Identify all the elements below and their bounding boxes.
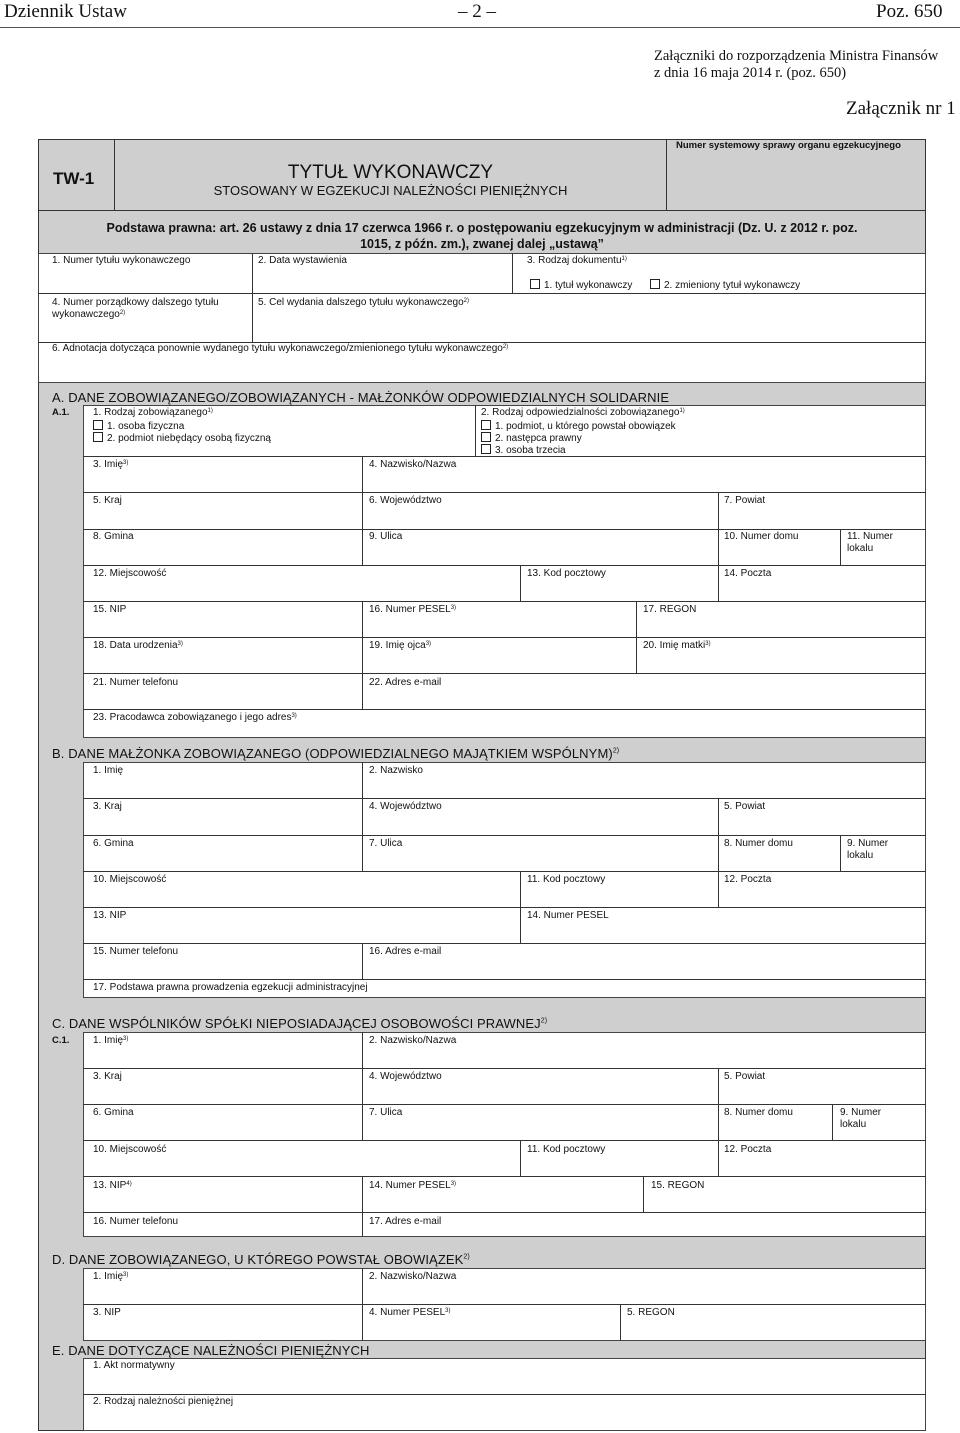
- field-label: 1. Imię: [93, 1035, 124, 1046]
- field-label: 16. Numer PESEL: [369, 604, 451, 615]
- b-commune[interactable]: 6. Gmina: [93, 838, 134, 849]
- c-pesel[interactable]: [369, 1180, 456, 1192]
- liability-label: 2. Rodzaj odpowiedzialności zobowiązanego: [481, 407, 680, 418]
- divider: [83, 871, 926, 872]
- footnote-ref: 3): [705, 641, 711, 647]
- b-postal-code[interactable]: 11. Kod pocztowy: [527, 874, 606, 885]
- label-line: 9. Numer: [847, 838, 889, 849]
- b-pesel[interactable]: 14. Numer PESEL: [527, 910, 609, 921]
- divider: [832, 1104, 833, 1140]
- a-liability-type: [481, 407, 685, 419]
- divider: [362, 1212, 363, 1237]
- label-line: wykonawczego: [52, 309, 120, 320]
- field-sequence-number[interactable]: [52, 297, 219, 321]
- a-locality[interactable]: 12. Miejscowość: [93, 568, 167, 579]
- c-postal-code[interactable]: 11. Kod pocztowy: [527, 1144, 606, 1155]
- footnote-ref: 2): [119, 310, 126, 316]
- divider: [83, 1104, 926, 1105]
- divider: [636, 601, 637, 637]
- footnote-ref: 2): [502, 344, 509, 350]
- d-last-name[interactable]: 2. Nazwisko/Nazwa: [369, 1271, 457, 1282]
- c-house-number[interactable]: 8. Numer domu: [724, 1107, 793, 1118]
- document-type-label: 3. Rodzaj dokumentu: [527, 255, 622, 266]
- divider: [83, 1068, 926, 1069]
- divider: [362, 529, 363, 565]
- legal-basis-line-1: Podstawa prawna: art. 26 ustawy z dnia 17 czerwca 1966 r. o postępowaniu egzekucyjnym w administracji (Dz. U. z 2012 r. poz.: [106, 221, 858, 235]
- row-id-c1: C.1.: [52, 1035, 70, 1046]
- label-line: lokalu: [847, 850, 874, 861]
- divider: [520, 565, 521, 601]
- row-id-a1: A.1.: [52, 407, 70, 418]
- divider: [718, 492, 719, 529]
- d-pesel[interactable]: [369, 1307, 451, 1319]
- d-first-name[interactable]: [93, 1271, 128, 1283]
- a-regon[interactable]: 17. REGON: [643, 604, 697, 615]
- section-e-title: E. DANE DOTYCZĄCE NALEŻNOŚCI PIENIĘŻNYCH: [52, 1343, 370, 1358]
- divider: [83, 1212, 926, 1213]
- section-c-title: [52, 1016, 547, 1031]
- divider: [718, 798, 719, 835]
- label-line: lokalu: [840, 1119, 867, 1130]
- footnote-ref: 3): [450, 605, 457, 611]
- divider: [83, 1394, 926, 1395]
- a-mother-name[interactable]: [643, 640, 711, 652]
- footnote-ref: 1): [679, 408, 685, 414]
- b-nip[interactable]: 13. NIP: [93, 910, 127, 921]
- section-c-block: [83, 1032, 926, 1237]
- a-postal-code[interactable]: 13. Kod pocztowy: [527, 568, 606, 579]
- a-liability-third-party[interactable]: [481, 444, 566, 457]
- divider: [83, 565, 926, 566]
- divider: [83, 709, 926, 710]
- divider: [718, 565, 719, 601]
- footnote-ref: 3): [291, 713, 297, 719]
- a-county[interactable]: 7. Powiat: [724, 495, 766, 506]
- footnote-ref: 3): [123, 1272, 129, 1278]
- field-label: 4. Numer PESEL: [369, 1307, 446, 1318]
- divider: [718, 871, 719, 907]
- divider: [83, 1140, 926, 1141]
- form-code: TW-1: [53, 169, 95, 188]
- c-post-office[interactable]: 12. Poczta: [724, 1144, 772, 1155]
- a-first-name[interactable]: [93, 459, 128, 471]
- footnote-ref: 3): [425, 641, 432, 647]
- footnote-ref: 1): [207, 408, 213, 414]
- b-apartment-number[interactable]: [847, 838, 888, 862]
- option-label: 1. tytuł wykonawczy: [544, 280, 633, 291]
- b-street[interactable]: 7. Ulica: [369, 838, 403, 849]
- divider: [620, 1304, 621, 1341]
- footnote-ref: 2): [463, 1253, 470, 1261]
- divider: [840, 835, 841, 871]
- divider: [362, 762, 363, 798]
- checkbox[interactable]: [93, 420, 103, 430]
- field-title-number[interactable]: 1. Numer tytułu wykonawczego: [52, 255, 191, 266]
- footnote-ref: 2): [612, 747, 620, 755]
- c-street[interactable]: 7. Ulica: [369, 1107, 403, 1118]
- b-last-name[interactable]: 2. Nazwisko: [369, 765, 423, 776]
- footnote-ref: 3): [450, 1181, 457, 1187]
- section-b-title-text: B. DANE MAŁŻONKA ZOBOWIĄZANEGO (ODPOWIEDZIALNEGO MAJĄTKIEM WSPÓLNYM): [52, 746, 613, 761]
- footnote-ref: 2): [463, 298, 470, 304]
- case-number-label: Numer systemowy sprawy organu egzekucyjnego: [676, 140, 901, 151]
- c-locality[interactable]: 10. Miejscowość: [93, 1144, 167, 1155]
- footnote-ref: 3): [177, 641, 183, 647]
- divider: [83, 979, 926, 980]
- divider: [718, 529, 719, 565]
- divider: [718, 1140, 719, 1176]
- legal-basis: [38, 220, 926, 252]
- field-label: 18. Data urodzenia: [93, 640, 178, 651]
- section-d-title: [52, 1252, 470, 1267]
- e-legal-act[interactable]: 1. Akt normatywny: [93, 1360, 175, 1371]
- a-phone[interactable]: 21. Numer telefonu: [93, 677, 179, 688]
- field-label: 13. NIP: [93, 1180, 127, 1191]
- a-father-name[interactable]: [369, 640, 431, 652]
- a-obligor-type: [93, 407, 213, 419]
- divider: [83, 637, 926, 638]
- divider: [643, 1176, 644, 1212]
- c-apartment-number[interactable]: [840, 1107, 881, 1131]
- field-label: 14. Numer PESEL: [369, 1180, 451, 1191]
- legal-basis-line-2: 1015, z późn. zm.), zwanej dalej „ustawą”: [360, 237, 604, 251]
- divider: [83, 673, 926, 674]
- type-label: 1. Rodzaj zobowiązanego: [93, 407, 208, 418]
- c-phone[interactable]: 16. Numer telefonu: [93, 1216, 179, 1227]
- a-employer[interactable]: [93, 712, 297, 724]
- footnote-ref: 3): [445, 1308, 451, 1314]
- e-receivable-type[interactable]: 2. Rodzaj należności pieniężnej: [93, 1396, 234, 1407]
- b-locality[interactable]: 10. Miejscowość: [93, 874, 167, 885]
- label-line: 4. Numer porządkowy dalszego tytułu: [52, 297, 219, 308]
- divider: [362, 1268, 363, 1304]
- annotation-label: 6. Adnotacja dotycząca ponownie wydanego tytułu wykonawczego/zmienionego tytułu wykonawczego: [52, 343, 503, 354]
- b-phone[interactable]: 15. Numer telefonu: [93, 946, 179, 957]
- footnote-ref: 3): [123, 1036, 129, 1042]
- divider: [718, 1104, 719, 1140]
- b-house-number[interactable]: 8. Numer domu: [724, 838, 793, 849]
- c-last-name[interactable]: 2. Nazwisko/Nazwa: [369, 1035, 457, 1046]
- divider: [362, 492, 363, 529]
- b-county[interactable]: 5. Powiat: [724, 801, 766, 812]
- checkbox[interactable]: [481, 432, 491, 442]
- a-type-entity[interactable]: [93, 432, 271, 445]
- divider: [83, 907, 926, 908]
- section-d-title-text: D. DANE ZOBOWIĄZANEGO, U KTÓREGO POWSTAŁ OBOWIĄZEK: [52, 1252, 464, 1267]
- b-country[interactable]: 3. Kraj: [93, 801, 122, 812]
- divider: [83, 1304, 926, 1305]
- option-label: 1. podmiot, u którego powstał obowiązek: [495, 421, 676, 432]
- option-label: 2. zmieniony tytuł wykonawczy: [664, 280, 801, 291]
- field-purpose[interactable]: [258, 297, 469, 309]
- divider: [520, 1140, 521, 1176]
- divider: [718, 1068, 719, 1104]
- a-commune[interactable]: 8. Gmina: [93, 531, 134, 542]
- a-house-number[interactable]: 10. Numer domu: [724, 531, 799, 542]
- c-commune[interactable]: 6. Gmina: [93, 1107, 134, 1118]
- divider: [362, 456, 363, 492]
- c-country[interactable]: 3. Kraj: [93, 1071, 122, 1082]
- field-label: 20. Imię matki: [643, 640, 706, 651]
- a-email[interactable]: 22. Adres e-mail: [369, 677, 442, 688]
- divider: [362, 1032, 363, 1068]
- field-issue-date[interactable]: 2. Data wystawienia: [258, 255, 347, 266]
- a-birth-date[interactable]: [93, 640, 183, 652]
- divider: [362, 1068, 363, 1104]
- c-voivodeship[interactable]: 4. Województwo: [369, 1071, 442, 1082]
- field-annotation[interactable]: [52, 343, 508, 355]
- c-regon[interactable]: 15. REGON: [651, 1180, 705, 1191]
- option-label: 2. podmiot niebędący osobą fizyczną: [107, 433, 271, 444]
- divider: [362, 1176, 363, 1212]
- divider: [83, 798, 926, 799]
- field-label: 1. Imię: [93, 1271, 124, 1282]
- divider: [83, 1176, 926, 1177]
- divider: [83, 601, 926, 602]
- section-c-title-text: C. DANE WSPÓLNIKÓW SPÓŁKI NIEPOSIADAJĄCEJ OSOBOWOŚCI PRAWNEJ: [52, 1016, 541, 1031]
- journal-name: Dziennik Ustaw: [4, 1, 127, 22]
- divider: [362, 835, 363, 871]
- field-label: 23. Pracodawca zobowiązanego i jego adres: [93, 712, 292, 723]
- c-email[interactable]: 17. Adres e-mail: [369, 1216, 442, 1227]
- divider: [362, 943, 363, 979]
- divider: [362, 673, 363, 709]
- d-regon[interactable]: 5. REGON: [627, 1307, 675, 1318]
- footnote-ref: 2): [540, 1017, 548, 1025]
- b-email[interactable]: 16. Adres e-mail: [369, 946, 442, 957]
- header-rule: [0, 27, 960, 28]
- a-country[interactable]: 5. Kraj: [93, 495, 122, 506]
- b-post-office[interactable]: 12. Poczta: [724, 874, 772, 885]
- checkbox[interactable]: [481, 420, 491, 430]
- label-line: 11. Numer: [847, 531, 893, 542]
- divider: [636, 637, 637, 673]
- divider: [512, 253, 513, 293]
- field-label: 19. Imię ojca: [369, 640, 426, 651]
- divider: [475, 405, 476, 456]
- divider: [362, 601, 363, 637]
- option-label: 2. następca prawny: [495, 433, 582, 444]
- divider: [362, 1304, 363, 1341]
- a-pesel[interactable]: [369, 604, 456, 616]
- b-voivodeship[interactable]: 4. Województwo: [369, 801, 442, 812]
- annex-number: Załącznik nr 1: [846, 98, 956, 119]
- footnote-ref: 4): [126, 1181, 132, 1187]
- checkbox[interactable]: [93, 432, 103, 442]
- a-voivodeship[interactable]: 6. Województwo: [369, 495, 442, 506]
- divider: [520, 907, 521, 943]
- b-legal-basis[interactable]: 17. Podstawa prawna prowadzenia egzekucji administracyjnej: [93, 982, 368, 993]
- divider: [840, 529, 841, 565]
- divider: [38, 293, 926, 294]
- label-line: 9. Numer: [840, 1107, 882, 1118]
- a-apartment-number[interactable]: [847, 531, 893, 555]
- c-nip[interactable]: [93, 1180, 132, 1192]
- option-changed-title[interactable]: [650, 279, 800, 292]
- a-last-name[interactable]: 4. Nazwisko/Nazwa: [369, 459, 457, 470]
- page-number: – 2 –: [458, 1, 496, 22]
- annex-note: [654, 48, 938, 82]
- section-b-title: [52, 746, 619, 761]
- divider: [83, 529, 926, 530]
- c-first-name[interactable]: [93, 1035, 128, 1047]
- divider: [83, 835, 926, 836]
- divider: [362, 1104, 363, 1140]
- annex-line-1: Załączniki do rozporządzenia Ministra Finansów: [654, 48, 939, 64]
- option-title[interactable]: [530, 279, 632, 292]
- divider: [362, 637, 363, 673]
- c-county[interactable]: 5. Powiat: [724, 1071, 766, 1082]
- form-subtitle: STOSOWANY W EGZEKUCJI NALEŻNOŚCI PIENIĘŻNYCH: [213, 183, 568, 198]
- b-first-name[interactable]: 1. Imię: [93, 765, 124, 776]
- checkbox[interactable]: [650, 279, 660, 289]
- option-label: 3. osoba trzecia: [495, 445, 566, 456]
- d-nip[interactable]: 3. NIP: [93, 1307, 121, 1318]
- field-label: 3. Imię: [93, 459, 124, 470]
- checkbox[interactable]: [530, 279, 540, 289]
- divider: [520, 871, 521, 907]
- checkbox[interactable]: [481, 444, 491, 454]
- divider: [718, 835, 719, 871]
- a-post-office[interactable]: 14. Poczta: [724, 568, 772, 579]
- field-document-type: [527, 255, 627, 267]
- divider: [83, 492, 926, 493]
- a-street[interactable]: 9. Ulica: [369, 531, 403, 542]
- annex-line-2: z dnia 16 maja 2014 r. (poz. 650): [654, 65, 847, 81]
- divider: [362, 798, 363, 835]
- a-nip[interactable]: 15. NIP: [93, 604, 127, 615]
- divider: [252, 253, 253, 343]
- option-label: 1. osoba fizyczna: [107, 421, 185, 432]
- purpose-label: 5. Cel wydania dalszego tytułu wykonawczego: [258, 297, 464, 308]
- label-line: lokalu: [847, 543, 874, 554]
- footnote-ref: 3): [123, 460, 129, 466]
- form-title: TYTUŁ WYKONAWCZY: [287, 162, 494, 183]
- section-a-title: A. DANE ZOBOWIĄZANEGO/ZOBOWIĄZANYCH - MAŁŻONKÓW ODPOWIEDZIALNYCH SOLIDARNIE: [52, 390, 670, 405]
- position-number: Poz. 650: [876, 1, 943, 22]
- divider: [83, 943, 926, 944]
- footnote-ref: 1): [621, 256, 627, 262]
